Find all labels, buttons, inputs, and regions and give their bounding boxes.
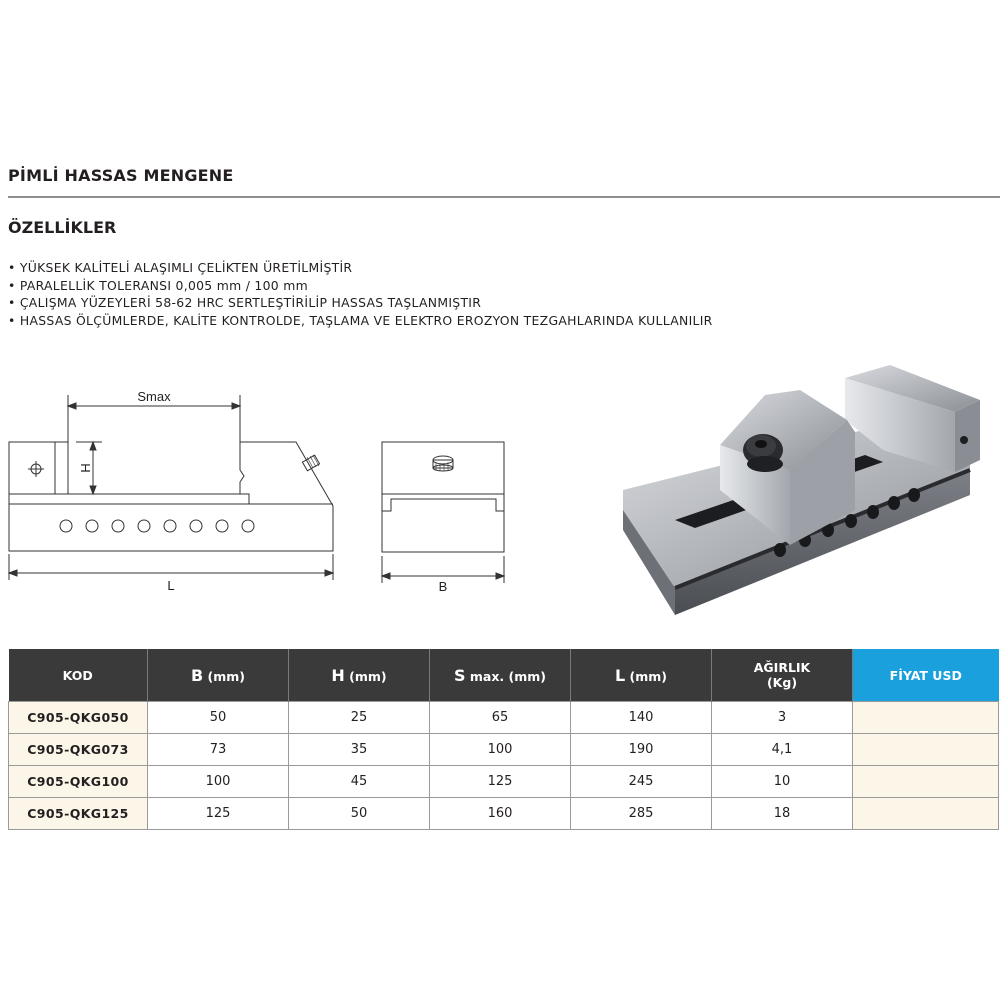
cell-price <box>853 702 999 734</box>
l-label: L <box>167 578 175 593</box>
smax-label: Smax <box>137 389 171 404</box>
side-holes <box>60 520 254 532</box>
cell-weight: 4,1 <box>712 734 853 766</box>
cell-weight: 10 <box>712 766 853 798</box>
cell-l: 190 <box>571 734 712 766</box>
page-title: PİMLİ HASSAS MENGENE <box>8 166 234 185</box>
cell-b: 73 <box>148 734 289 766</box>
cell-price <box>853 766 999 798</box>
cell-l: 140 <box>571 702 712 734</box>
h-label: H <box>78 463 93 473</box>
table-row <box>9 766 999 798</box>
cell-price <box>853 734 999 766</box>
cell-smax: 125 <box>430 766 571 798</box>
cell-kod: C905-QKG073 <box>9 734 148 766</box>
cell-smax: 160 <box>430 798 571 830</box>
b-label: B <box>438 579 448 594</box>
col-header-smax: S max. (mm) <box>430 649 571 702</box>
table-row <box>9 734 999 766</box>
col-header-kod: KOD <box>9 649 148 702</box>
col-header-l: L (mm) <box>571 649 712 702</box>
cell-weight: 3 <box>712 702 853 734</box>
vise-technical-drawing <box>0 380 600 610</box>
cell-b: 125 <box>148 798 289 830</box>
cell-l: 245 <box>571 766 712 798</box>
feature-item: • PARALELLİK TOLERANSI 0,005 mm / 100 mm <box>8 277 713 295</box>
features-list <box>8 259 713 329</box>
cell-h: 50 <box>289 798 430 830</box>
table-header-row <box>9 649 999 702</box>
fixed-jaw-outline <box>9 442 55 494</box>
cell-b: 100 <box>148 766 289 798</box>
title-divider <box>8 196 1000 198</box>
cell-l: 285 <box>571 798 712 830</box>
cell-kod: C905-QKG100 <box>9 766 148 798</box>
cell-kod: C905-QKG050 <box>9 702 148 734</box>
col-header-b: B (mm) <box>148 649 289 702</box>
col-header-price: FİYAT USD <box>853 649 999 702</box>
cell-h: 25 <box>289 702 430 734</box>
cell-h: 35 <box>289 734 430 766</box>
cell-b: 50 <box>148 702 289 734</box>
precision-vise-photo <box>615 360 995 625</box>
cell-kod: C905-QKG125 <box>9 798 148 830</box>
table-row <box>9 798 999 830</box>
col-header-h: H (mm) <box>289 649 430 702</box>
table-row <box>9 702 999 734</box>
feature-item: • ÇALIŞMA YÜZEYLERİ 58-62 HRC SERTLEŞTİRİLİP HASSAS TAŞLANMIŞTIR <box>8 294 713 312</box>
feature-item: • YÜKSEK KALİTELİ ALAŞIMLI ÇELİKTEN ÜRETİLMİŞTİR <box>8 259 713 277</box>
section-title: ÖZELLİKLER <box>8 218 117 237</box>
cell-weight: 18 <box>712 798 853 830</box>
cell-h: 45 <box>289 766 430 798</box>
cell-price <box>853 798 999 830</box>
cell-smax: 65 <box>430 702 571 734</box>
col-header-weight: AĞIRLIK (Kg) <box>712 649 853 702</box>
cell-smax: 100 <box>430 734 571 766</box>
spec-table <box>8 649 999 830</box>
feature-item: • HASSAS ÖLÇÜMLERDE, KALİTE KONTROLDE, TAŞLAMA VE ELEKTRO EROZYON TEZGAHLARINDA KULLANILIR <box>8 312 713 330</box>
